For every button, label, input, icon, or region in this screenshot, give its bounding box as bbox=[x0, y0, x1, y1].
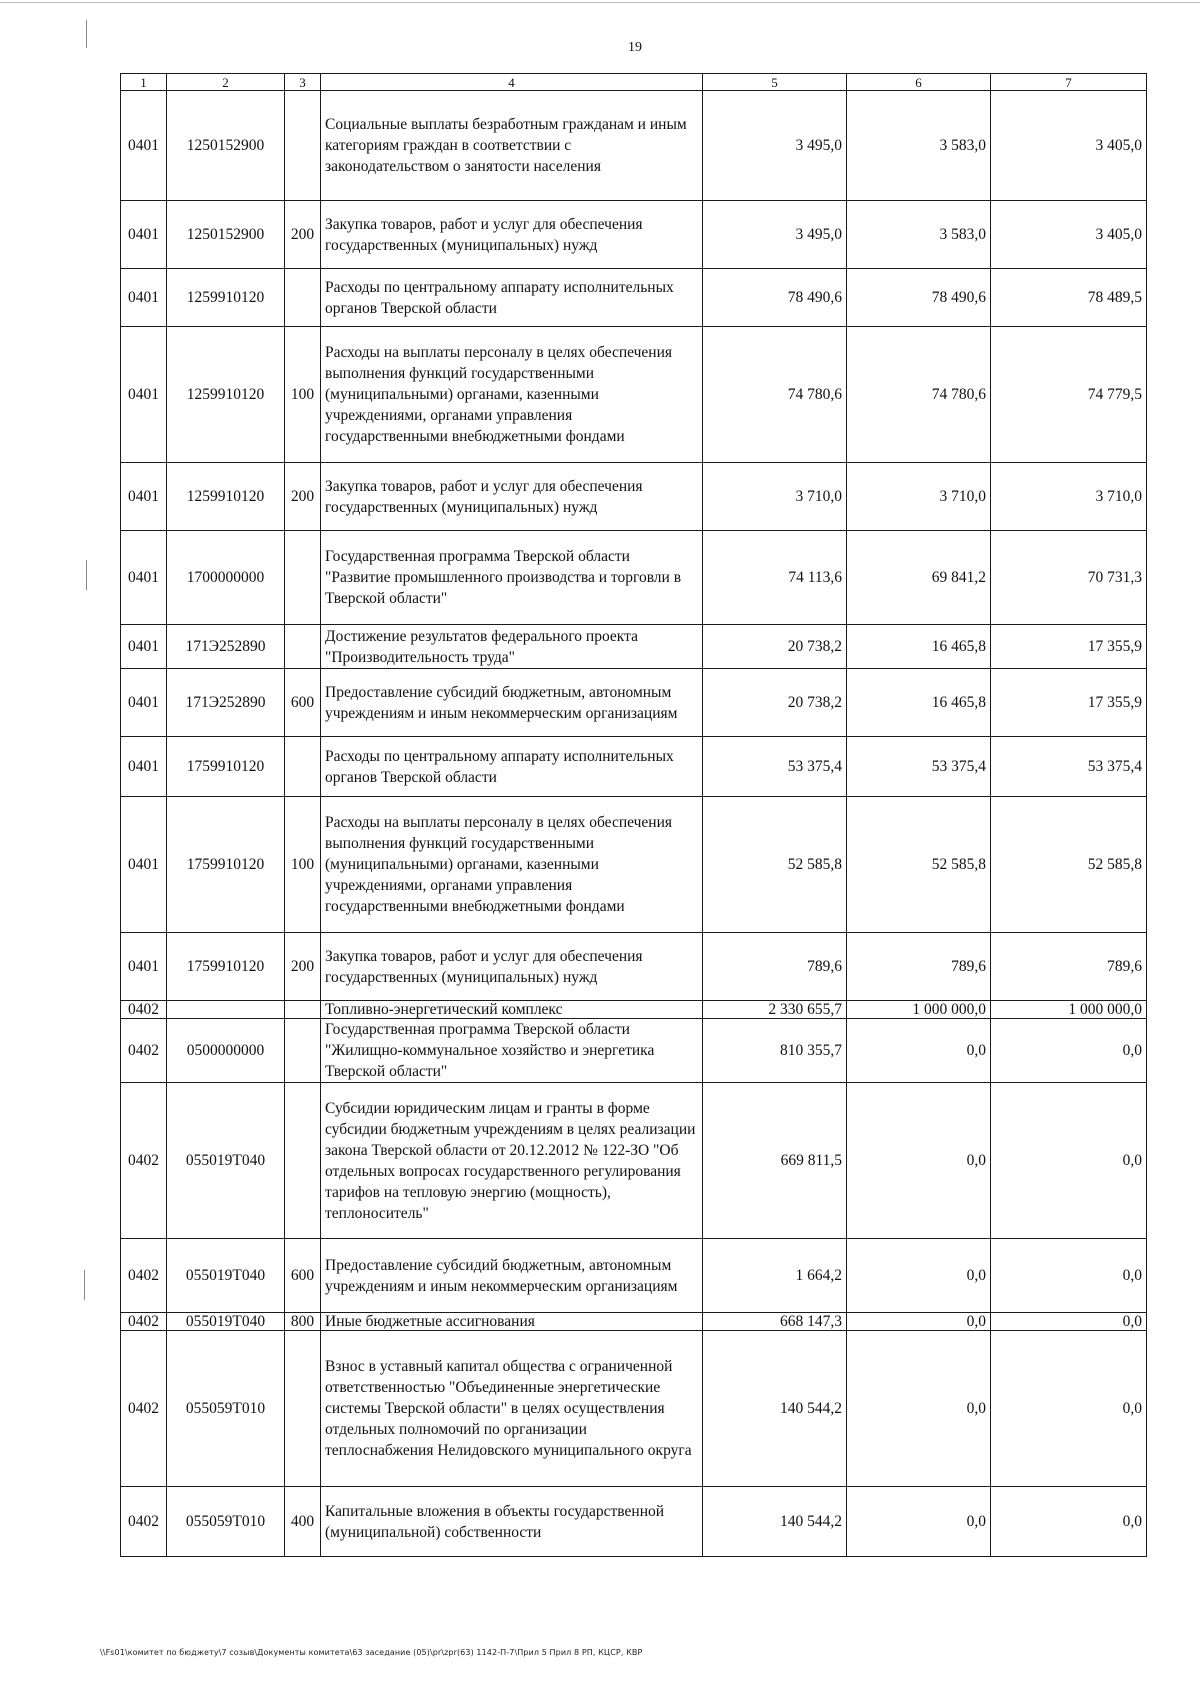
column-header: 4 bbox=[321, 74, 703, 91]
target-article-code: 1250152900 bbox=[167, 91, 285, 201]
expense-name: Закупка товаров, работ и услуг для обеспечения государственных (муниципальных) нужд bbox=[321, 201, 703, 269]
target-article-code: 1700000000 bbox=[167, 531, 285, 625]
expense-name: Предоставление субсидий бюджетным, автономным учреждениям и иным некоммерческим организациям bbox=[321, 669, 703, 737]
table-body bbox=[121, 91, 1147, 1557]
expense-type-code bbox=[285, 1331, 321, 1487]
expense-type-code: 800 bbox=[285, 1313, 321, 1331]
target-article-code: 0500000000 bbox=[167, 1019, 285, 1083]
amount-year-3: 789,6 bbox=[991, 933, 1147, 1001]
expense-name: Расходы по центральному аппарату исполнительных органов Тверской области bbox=[321, 269, 703, 327]
table-row bbox=[121, 327, 1147, 463]
column-number-row bbox=[121, 74, 1147, 91]
amount-year-1: 668 147,3 bbox=[703, 1313, 847, 1331]
amount-year-1: 20 738,2 bbox=[703, 669, 847, 737]
amount-year-3: 3 405,0 bbox=[991, 201, 1147, 269]
amount-year-1: 789,6 bbox=[703, 933, 847, 1001]
expense-name: Расходы по центральному аппарату исполнительных органов Тверской области bbox=[321, 737, 703, 797]
amount-year-3: 3 710,0 bbox=[991, 463, 1147, 531]
razdel-code: 0401 bbox=[121, 91, 167, 201]
expense-type-code: 100 bbox=[285, 327, 321, 463]
table-row bbox=[121, 1019, 1147, 1083]
razdel-code: 0401 bbox=[121, 737, 167, 797]
target-article-code: 1759910120 bbox=[167, 737, 285, 797]
razdel-code: 0401 bbox=[121, 797, 167, 933]
razdel-code: 0402 bbox=[121, 1313, 167, 1331]
table-row bbox=[121, 1331, 1147, 1487]
expense-type-code bbox=[285, 625, 321, 669]
expense-type-code: 400 bbox=[285, 1487, 321, 1557]
column-header: 6 bbox=[847, 74, 991, 91]
amount-year-1: 140 544,2 bbox=[703, 1331, 847, 1487]
table-row bbox=[121, 269, 1147, 327]
razdel-code: 0401 bbox=[121, 463, 167, 531]
expense-type-code: 200 bbox=[285, 933, 321, 1001]
table-row bbox=[121, 91, 1147, 201]
expense-type-code bbox=[285, 269, 321, 327]
razdel-code: 0402 bbox=[121, 1019, 167, 1083]
amount-year-2: 16 465,8 bbox=[847, 669, 991, 737]
amount-year-3: 1 000 000,0 bbox=[991, 1001, 1147, 1019]
target-article-code: 055019Т040 bbox=[167, 1083, 285, 1239]
razdel-code: 0402 bbox=[121, 1331, 167, 1487]
amount-year-1: 74 113,6 bbox=[703, 531, 847, 625]
amount-year-1: 78 490,6 bbox=[703, 269, 847, 327]
expense-name: Закупка товаров, работ и услуг для обеспечения государственных (муниципальных) нужд bbox=[321, 933, 703, 1001]
amount-year-2: 1 000 000,0 bbox=[847, 1001, 991, 1019]
amount-year-2: 0,0 bbox=[847, 1239, 991, 1313]
amount-year-1: 669 811,5 bbox=[703, 1083, 847, 1239]
table-row bbox=[121, 531, 1147, 625]
amount-year-3: 0,0 bbox=[991, 1239, 1147, 1313]
table-row bbox=[121, 797, 1147, 933]
amount-year-1: 20 738,2 bbox=[703, 625, 847, 669]
amount-year-3: 53 375,4 bbox=[991, 737, 1147, 797]
expense-name: Капитальные вложения в объекты государственной (муниципальной) собственности bbox=[321, 1487, 703, 1557]
razdel-code: 0402 bbox=[121, 1487, 167, 1557]
razdel-code: 0401 bbox=[121, 625, 167, 669]
column-header: 1 bbox=[121, 74, 167, 91]
amount-year-1: 53 375,4 bbox=[703, 737, 847, 797]
expense-type-code: 100 bbox=[285, 797, 321, 933]
razdel-code: 0401 bbox=[121, 531, 167, 625]
amount-year-2: 0,0 bbox=[847, 1487, 991, 1557]
amount-year-3: 78 489,5 bbox=[991, 269, 1147, 327]
expense-type-code bbox=[285, 531, 321, 625]
razdel-code: 0401 bbox=[121, 201, 167, 269]
table-row bbox=[121, 933, 1147, 1001]
expense-type-code: 600 bbox=[285, 669, 321, 737]
expense-name: Государственная программа Тверской области "Жилищно-коммунальное хозяйство и энергетика Тверской области" bbox=[321, 1019, 703, 1083]
amount-year-1: 810 355,7 bbox=[703, 1019, 847, 1083]
expense-type-code: 200 bbox=[285, 201, 321, 269]
target-article-code: 171Э252890 bbox=[167, 625, 285, 669]
table-row bbox=[121, 625, 1147, 669]
razdel-code: 0401 bbox=[121, 327, 167, 463]
expense-name: Государственная программа Тверской области "Развитие промышленного производства и торговли в Тверской области" bbox=[321, 531, 703, 625]
amount-year-2: 3 710,0 bbox=[847, 463, 991, 531]
amount-year-2: 52 585,8 bbox=[847, 797, 991, 933]
expense-name: Иные бюджетные ассигнования bbox=[321, 1313, 703, 1331]
column-header: 3 bbox=[285, 74, 321, 91]
amount-year-2: 789,6 bbox=[847, 933, 991, 1001]
column-header: 5 bbox=[703, 74, 847, 91]
target-article-code: 055059Т010 bbox=[167, 1487, 285, 1557]
expense-type-code bbox=[285, 737, 321, 797]
column-header: 2 bbox=[167, 74, 285, 91]
amount-year-1: 3 495,0 bbox=[703, 91, 847, 201]
razdel-code: 0402 bbox=[121, 1001, 167, 1019]
amount-year-2: 3 583,0 bbox=[847, 201, 991, 269]
expense-name: Предоставление субсидий бюджетным, автономным учреждениям и иным некоммерческим организациям bbox=[321, 1239, 703, 1313]
budget-table bbox=[120, 73, 1147, 1557]
razdel-code: 0401 bbox=[121, 669, 167, 737]
table-row bbox=[121, 1313, 1147, 1331]
amount-year-1: 3 495,0 bbox=[703, 201, 847, 269]
table-row bbox=[121, 1487, 1147, 1557]
target-article-code: 1259910120 bbox=[167, 327, 285, 463]
amount-year-2: 0,0 bbox=[847, 1083, 991, 1239]
amount-year-3: 70 731,3 bbox=[991, 531, 1147, 625]
amount-year-2: 69 841,2 bbox=[847, 531, 991, 625]
expense-name: Достижение результатов федерального проекта "Производительность труда" bbox=[321, 625, 703, 669]
amount-year-2: 3 583,0 bbox=[847, 91, 991, 201]
table-row bbox=[121, 669, 1147, 737]
table-row bbox=[121, 201, 1147, 269]
expense-type-code bbox=[285, 91, 321, 201]
expense-name: Субсидии юридическим лицам и гранты в форме субсидии бюджетным учреждениям в целях реализации закона Тверской области от 20.12.2012 № 122-ЗО "Об отдельных вопросах государственного регулирования тарифов на тепловую энергию (мощность), теплоноситель" bbox=[321, 1083, 703, 1239]
target-article-code bbox=[167, 1001, 285, 1019]
table-row bbox=[121, 1239, 1147, 1313]
amount-year-3: 0,0 bbox=[991, 1487, 1147, 1557]
target-article-code: 1759910120 bbox=[167, 933, 285, 1001]
expense-name: Взнос в уставный капитал общества с ограниченной ответственностью "Объединенные энергетические системы Тверской области" в целях осуществления отдельных полномочий по организации теплоснабжения Нелидовского муниципального округа bbox=[321, 1331, 703, 1487]
amount-year-3: 0,0 bbox=[991, 1313, 1147, 1331]
expense-name: Расходы на выплаты персоналу в целях обеспечения выполнения функций государственными (муниципальными) органами, казенными учреждениями, органами управления государственными внебюджетными фондами bbox=[321, 797, 703, 933]
expense-type-code bbox=[285, 1083, 321, 1239]
amount-year-3: 0,0 bbox=[991, 1019, 1147, 1083]
target-article-code: 1259910120 bbox=[167, 269, 285, 327]
expense-name: Топливно-энергетический комплекс bbox=[321, 1001, 703, 1019]
razdel-code: 0402 bbox=[121, 1239, 167, 1313]
table-row bbox=[121, 737, 1147, 797]
amount-year-3: 74 779,5 bbox=[991, 327, 1147, 463]
target-article-code: 1759910120 bbox=[167, 797, 285, 933]
target-article-code: 055019Т040 bbox=[167, 1313, 285, 1331]
table-row bbox=[121, 1001, 1147, 1019]
table-row bbox=[121, 463, 1147, 531]
amount-year-2: 0,0 bbox=[847, 1331, 991, 1487]
target-article-code: 055059Т010 bbox=[167, 1331, 285, 1487]
expense-name: Закупка товаров, работ и услуг для обеспечения государственных (муниципальных) нужд bbox=[321, 463, 703, 531]
amount-year-2: 16 465,8 bbox=[847, 625, 991, 669]
razdel-code: 0401 bbox=[121, 269, 167, 327]
amount-year-2: 74 780,6 bbox=[847, 327, 991, 463]
amount-year-3: 17 355,9 bbox=[991, 625, 1147, 669]
expense-type-code: 600 bbox=[285, 1239, 321, 1313]
amount-year-2: 0,0 bbox=[847, 1313, 991, 1331]
target-article-code: 171Э252890 bbox=[167, 669, 285, 737]
target-article-code: 1259910120 bbox=[167, 463, 285, 531]
expense-name: Расходы на выплаты персоналу в целях обеспечения выполнения функций государственными (муниципальными) органами, казенными учреждениями, органами управления государственными внебюджетными фондами bbox=[321, 327, 703, 463]
expense-type-code bbox=[285, 1019, 321, 1083]
razdel-code: 0401 bbox=[121, 933, 167, 1001]
amount-year-1: 74 780,6 bbox=[703, 327, 847, 463]
amount-year-1: 140 544,2 bbox=[703, 1487, 847, 1557]
expense-type-code bbox=[285, 1001, 321, 1019]
amount-year-1: 52 585,8 bbox=[703, 797, 847, 933]
amount-year-2: 78 490,6 bbox=[847, 269, 991, 327]
amount-year-1: 2 330 655,7 bbox=[703, 1001, 847, 1019]
amount-year-1: 1 664,2 bbox=[703, 1239, 847, 1313]
amount-year-3: 52 585,8 bbox=[991, 797, 1147, 933]
amount-year-3: 3 405,0 bbox=[991, 91, 1147, 201]
expense-name: Социальные выплаты безработным гражданам и иным категориям граждан в соответствии с законодательством о занятости населения bbox=[321, 91, 703, 201]
file-path-footer: \\Fs01\комитет по бюджету\7 созыв\Документы комитета\63 заседание (05)\pr\zpr(63) 1142-П-7\Прил 5 Прил 8 РП, КЦСР, КВР bbox=[100, 1648, 643, 1657]
expense-type-code: 200 bbox=[285, 463, 321, 531]
amount-year-2: 0,0 bbox=[847, 1019, 991, 1083]
amount-year-1: 3 710,0 bbox=[703, 463, 847, 531]
amount-year-2: 53 375,4 bbox=[847, 737, 991, 797]
table-row bbox=[121, 1083, 1147, 1239]
amount-year-3: 0,0 bbox=[991, 1083, 1147, 1239]
razdel-code: 0402 bbox=[121, 1083, 167, 1239]
amount-year-3: 17 355,9 bbox=[991, 669, 1147, 737]
page-number: 19 bbox=[628, 40, 642, 55]
target-article-code: 1250152900 bbox=[167, 201, 285, 269]
target-article-code: 055019Т040 bbox=[167, 1239, 285, 1313]
column-header: 7 bbox=[991, 74, 1147, 91]
amount-year-3: 0,0 bbox=[991, 1331, 1147, 1487]
